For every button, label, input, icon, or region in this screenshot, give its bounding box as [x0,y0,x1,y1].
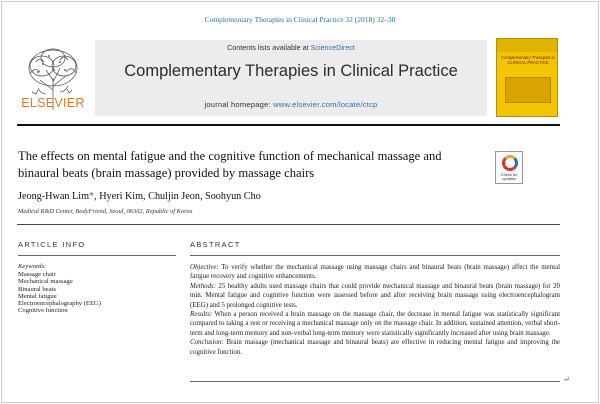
methods-label: Methods: [190,282,217,290]
objective-label: Objective: [190,264,219,271]
conclusion-label: Conclusion: [190,339,224,347]
objective-text: To verify whether the mechanical massage using massage chairs and binaural beats (brain massage) affect the mental fatigue recovery and cognitive enhancements. [190,264,560,281]
abstract-objective [190,263,560,282]
keywords-label: Keywords: [18,263,47,270]
abstract-methods [190,282,560,310]
keyword-item: Mental fatigue [18,292,57,300]
article-title: The effects on mental fatigue and the cognitive function of mechanical massage and binaural beats (brain massage) provided by massage chairs [18,149,442,180]
cover-top-band [497,39,557,52]
article-info-rule [18,255,176,256]
journal-banner [95,40,487,116]
abstract-end-rule [190,381,560,382]
conclusion-text: Brain massage (mechanical massage and binaural beats) are effective in reducing mental fatigue and improving the cognitive function. [190,339,560,356]
abstract-results [190,310,560,338]
journal-homepage [95,100,487,109]
author-list [18,191,261,202]
check-for-updates-button[interactable] [495,151,523,184]
other-authors: , Hyeri Kim, Chuljin Jeon, Soohyun Cho [94,191,261,202]
journal-cover-thumbnail[interactable] [496,38,558,117]
methods-text: 25 healthy adults used massage chairs that could provide mechanical massage and binaural beats (brain massage) for 20 min. Mental fatigue and cognitive function were assessed before and after receiving brain massage using electroencephalogram (EEG) and 5 prolonged cognitive tests. [190,282,560,309]
first-author[interactable]: Jeong-Hwan Lim [18,191,90,202]
keyword-item: Massage chair [18,271,56,278]
contents-line [95,43,487,52]
journal-reference[interactable]: Complementary Therapies in Clinical Practice 32 (2018) 32–38 [204,15,396,24]
results-label: Results: [190,311,213,319]
corresponding-author-mark[interactable]: * [89,191,95,202]
publisher-name: ELSEVIER [21,96,85,110]
section-rule [17,224,560,225]
keyword-item: Binaural beats [18,285,56,293]
abstract-rule [190,255,560,256]
results-text: When a person received a brain massage on the massage chair, the decrease in mental fatigue was statistically significant compared to taking a rest or receiving a mechanical massage only on the massage chair. In addition, sustained attention, verbal short-term and long-term memory and non-verbal long-term memory were statistically significantly increased after using brain massage. [190,311,560,337]
cover-title: Complementary Therapies in CLINICAL PRACTICE [501,55,555,65]
abstract-heading: ABSTRACT [190,240,241,249]
article-info-heading: ARTICLE INFO [18,240,86,249]
cover-image [505,77,551,103]
keyword-item: Mechanical massage [18,278,73,286]
contents-prefix: Contents lists available at [227,43,311,52]
paragraph-mark-icon: ↵ [563,375,570,384]
abstract-body [190,263,560,357]
keyword-item: Cognitive function [18,307,68,315]
homepage-link[interactable]: www.elsevier.com/locate/ctcp [273,100,378,109]
affiliation: Medical R&D Center, BodyFriend, Seoul, 06302, Republic of Korea [18,208,193,215]
header-rule [17,124,560,126]
check-updates-label: Check for updates [500,173,518,182]
crossmark-icon [502,155,518,171]
keywords-list [18,271,101,315]
sciencedirect-link[interactable]: ScienceDirect [310,43,355,52]
journal-title: Complementary Therapies in Clinical Practice [124,62,458,80]
abstract-conclusion [190,338,560,357]
keyword-item: Electroencephalography (EEG) [18,300,101,308]
homepage-prefix: journal homepage: [204,100,274,109]
